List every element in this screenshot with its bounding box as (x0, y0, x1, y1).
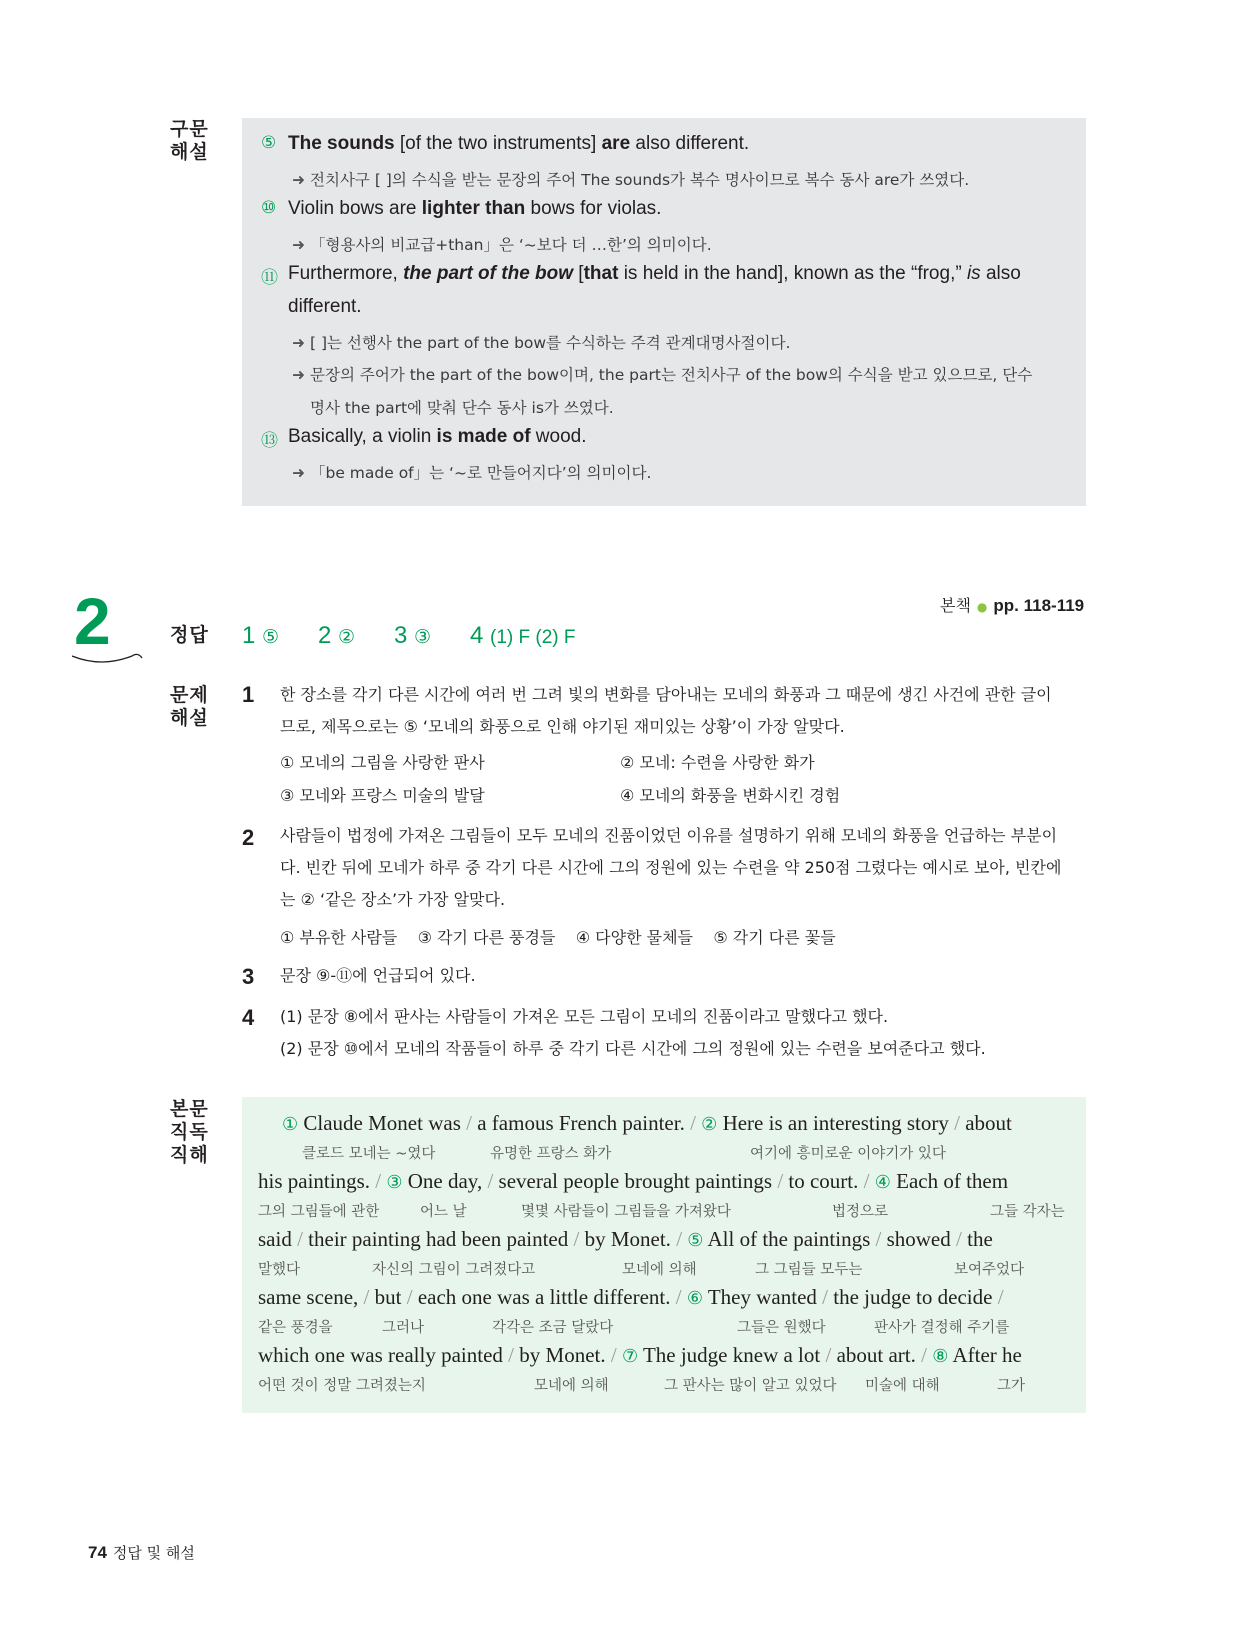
question-number: 4 (242, 1005, 255, 1030)
translation-chunk: 여기에 흥미로운 이야기가 있다 (750, 1146, 946, 1162)
chunk: about (959, 1111, 1012, 1135)
reading-line (258, 1285, 1004, 1310)
answer-number: 3 (394, 622, 408, 649)
slash: / (822, 1285, 828, 1309)
chunk: They wanted (702, 1285, 823, 1309)
chunk: a famous French painter. (471, 1111, 691, 1135)
answer-number: 4 (470, 622, 484, 649)
explanation-line: 는 ② ‘같은 장소’가 가장 알맞다. (280, 890, 506, 909)
translation-chunk: 각각은 조금 달랐다 (492, 1320, 614, 1336)
question-4-explanation (280, 1001, 986, 1065)
explain-label-2: 해설 (170, 707, 209, 729)
slash: / (508, 1343, 515, 1367)
explain-label (170, 684, 209, 730)
question-number: 2 (242, 825, 255, 850)
grammar-text: also different. (630, 133, 750, 154)
slash: / (675, 1285, 682, 1309)
grammar-note (292, 363, 1032, 385)
explanation-line: 다. 빈칸 뒤에 모네가 하루 중 각기 다른 시간에 그의 정원에 있는 수련을 약 250점 그렸다는 예시로 보아, 빈칸에 (280, 858, 1062, 877)
explanation-line: (2) 문장 ⑩에서 모네의 작품들이 하루 중 각기 다른 시간에 그의 정원에 있는 수련을 보여준다고 했다. (280, 1039, 986, 1058)
grammar-note (292, 233, 712, 255)
slash: / (997, 1285, 1004, 1309)
slash: / (676, 1227, 683, 1251)
dot-icon: ● (976, 600, 988, 614)
page-footer (88, 1542, 195, 1563)
answer-item (470, 622, 576, 650)
explain-label-1: 문제 (170, 684, 209, 706)
section-number-graphic (72, 592, 144, 676)
grammar-label-2: 해설 (170, 141, 209, 163)
answer-value: ② (338, 627, 356, 648)
chunk: One day, (402, 1169, 488, 1193)
grammar-note-text: 전치사구 [ ]의 수식을 받는 문장의 주어 The sounds가 복수 명사이므로 복수 동사 are가 쓰였다. (310, 171, 970, 189)
grammar-text: [of the two instruments] (394, 133, 602, 154)
explanation-line: 사람들이 법정에 가져온 그림들이 모두 모네의 진품이었던 이유를 설명하기 위해 모네의 화풍을 언급하는 부분이 (280, 826, 1058, 845)
sentence-number: ⑪ (261, 268, 278, 287)
chunk: to court. (783, 1169, 864, 1193)
reading-label-1: 본문 (170, 1098, 209, 1120)
chunk: the judge to decide (828, 1285, 998, 1309)
grammar-line-10 (261, 198, 662, 220)
reading-line (282, 1111, 1012, 1136)
section-number: 2 (74, 592, 111, 658)
grammar-text: different. (288, 296, 362, 317)
translation-chunk: 미술에 대해 (865, 1378, 940, 1394)
slash: / (375, 1169, 382, 1193)
chunk: said (258, 1227, 298, 1251)
slash: / (487, 1169, 494, 1193)
slash: / (466, 1111, 472, 1135)
translation-chunk: 보여주었다 (954, 1262, 1025, 1278)
grammar-bold: that (583, 263, 619, 284)
chunk: After he (948, 1343, 1022, 1367)
slash: / (363, 1285, 370, 1309)
arrow-icon: ➜ (292, 236, 305, 254)
grammar-note-text: 「형용사의 비교급+than」은 ‘~보다 더 …한’의 의미이다. (310, 236, 712, 254)
chunk: All of the paintings (703, 1227, 876, 1251)
grammar-note (292, 331, 790, 353)
grammar-label-1: 구문 (170, 118, 209, 140)
reading-translation-box (242, 1097, 1086, 1413)
grammar-text: Furthermore, (288, 263, 404, 284)
answer-item (242, 622, 279, 650)
grammar-line-11-cont (288, 296, 362, 318)
explanation-line: (1) 문장 ⑧에서 판사는 사람들이 가져온 모든 그림이 모네의 진품이라고 말했다고 했다. (280, 1007, 889, 1026)
chunk: his paintings. (258, 1169, 376, 1193)
slash: / (921, 1343, 927, 1367)
grammar-text: Basically, a violin (288, 426, 437, 447)
sentence-number: ⑤ (687, 1230, 704, 1250)
page-reference (940, 593, 1084, 616)
translation-chunk: 어느 날 (420, 1204, 467, 1220)
grammar-note (292, 168, 969, 190)
slash: / (297, 1227, 303, 1251)
explanation-line: 문장 ⑨-⑪에 언급되어 있다. (280, 966, 476, 985)
grammar-explanation-box (242, 118, 1086, 506)
grammar-note-text: [ ]는 선행사 the part of the bow를 수식하는 주격 관계대명사절이다. (310, 334, 791, 352)
grammar-bold: is made of (436, 426, 531, 447)
answer-value: ⑤ (262, 627, 280, 648)
grammar-text: also (980, 263, 1021, 284)
answer-value: (1) F (2) F (490, 627, 576, 648)
option-item: ④ 모네의 화풍을 변화시킨 경험 (620, 786, 841, 805)
grammar-text: wood. (530, 426, 587, 447)
translation-chunk: 그들은 원했다 (737, 1320, 826, 1336)
question-number: 1 (242, 682, 255, 707)
arrow-icon: ➜ (292, 464, 305, 482)
grammar-bold: are (601, 133, 631, 154)
translation-chunk: 같은 풍경을 (258, 1320, 333, 1336)
slash: / (610, 1343, 617, 1367)
translation-chunk: 몇몇 사람들이 그림들을 가져왔다 (521, 1204, 731, 1220)
sentence-number: ⑥ (686, 1288, 703, 1308)
reading-line (258, 1169, 1008, 1194)
chunk: by Monet. (514, 1343, 611, 1367)
book-label: 본책 (940, 596, 971, 615)
grammar-note-cont (310, 396, 614, 418)
reading-label-3: 직해 (170, 1144, 209, 1166)
reading-line (258, 1343, 1022, 1368)
page-number: 74 (88, 1543, 107, 1562)
footer-title: 정답 및 해설 (112, 1544, 195, 1562)
chunk: The judge knew a lot (638, 1343, 826, 1367)
chunk: their painting had been painted (302, 1227, 574, 1251)
slash: / (406, 1285, 413, 1309)
translation-chunk: 그가 (997, 1378, 1026, 1394)
grammar-label (170, 118, 209, 164)
grammar-bold: lighter than (421, 198, 526, 219)
answer-number: 2 (318, 622, 332, 649)
translation-chunk: 판사가 결정해 주기를 (874, 1320, 1010, 1336)
grammar-line-13 (261, 426, 587, 450)
reading-label (170, 1098, 209, 1167)
slash: / (956, 1227, 962, 1251)
answer-label-text: 정답 (170, 624, 209, 646)
sentence-number: ② (701, 1114, 718, 1134)
grammar-note-text: 문장의 주어가 the part of the bow이며, the part는 전치사구 of the bow의 수식을 받고 있으므로, 단수 (310, 366, 1033, 384)
translation-chunk: 어떤 것이 정말 그려졌는지 (258, 1378, 426, 1394)
translation-chunk: 유명한 프랑스 화가 (490, 1146, 612, 1162)
slash: / (690, 1111, 696, 1135)
reading-label-2: 직독 (170, 1121, 209, 1143)
chunk: same scene, (258, 1285, 364, 1309)
grammar-line-11 (261, 263, 1021, 287)
grammar-note (292, 461, 651, 483)
sentence-number: ⑤ (261, 133, 277, 152)
chunk: Here is an interesting story (717, 1111, 955, 1135)
arrow-icon: ➜ (292, 366, 305, 384)
grammar-note-text: 「be made of」는 ‘~로 만들어지다’의 의미이다. (310, 464, 652, 482)
chunk: the (961, 1227, 993, 1251)
sentence-number: ① (282, 1114, 299, 1134)
option-item: ② 모네: 수련을 사랑한 화가 (620, 753, 815, 772)
sentence-number: ⑧ (932, 1346, 949, 1366)
chunk: but (369, 1285, 407, 1309)
arrow-icon: ➜ (292, 334, 305, 352)
slash: / (954, 1111, 960, 1135)
grammar-italic: is (966, 263, 981, 284)
question-number: 3 (242, 964, 255, 989)
translation-chunk: 모네에 의해 (534, 1378, 609, 1394)
translation-chunk: 말했다 (258, 1262, 301, 1278)
translation-chunk: 그러나 (382, 1320, 425, 1336)
translation-chunk: 클로드 모네는 ~였다 (302, 1146, 436, 1162)
chunk: by Monet. (579, 1227, 677, 1251)
question-1-explanation (280, 679, 1052, 743)
grammar-bold: The sounds (288, 133, 395, 154)
slash: / (825, 1343, 832, 1367)
translation-chunk: 모네에 의해 (622, 1262, 697, 1278)
translation-chunk: 그들 각자는 (990, 1204, 1065, 1220)
question-3-explanation (280, 960, 476, 992)
grammar-note-text: 명사 the part에 맞춰 단수 동사 is가 쓰였다. (310, 399, 614, 417)
slash: / (573, 1227, 580, 1251)
question-2-explanation (280, 820, 1061, 916)
sentence-number: ⑩ (261, 198, 277, 217)
answer-number: 1 (242, 622, 256, 649)
translation-chunk: 그 그림들 모두는 (755, 1262, 863, 1278)
grammar-text: bows for violas. (525, 198, 662, 219)
slash: / (875, 1227, 882, 1251)
answer-value: ③ (414, 627, 432, 648)
option-item: ③ 모네와 프랑스 미술의 발달 (280, 786, 485, 805)
grammar-line-5 (261, 133, 750, 155)
sentence-number: ⑬ (261, 431, 278, 450)
section-number-badge (72, 592, 144, 676)
chunk: which one was really painted (258, 1343, 509, 1367)
chunk: several people brought paintings (493, 1169, 778, 1193)
chunk: about art. (831, 1343, 922, 1367)
translation-chunk: 그의 그림들에 관한 (258, 1204, 380, 1220)
explanation-line: 한 장소를 각기 다른 시간에 여러 번 그려 빛의 변화를 담아내는 모네의 화풍과 그 때문에 생긴 사건에 관한 글이 (280, 685, 1052, 704)
chunk: showed (881, 1227, 957, 1251)
option-item: ① 모네의 그림을 사랑한 판사 (280, 753, 485, 772)
answer-item (394, 622, 431, 650)
translation-chunk: 그 판사는 많이 알고 있었다 (664, 1378, 837, 1394)
sentence-number: ⑦ (621, 1346, 639, 1366)
slash: / (863, 1169, 870, 1193)
grammar-text: [ (573, 263, 584, 284)
grammar-text: Violin bows are (288, 198, 422, 219)
reading-line (258, 1227, 993, 1252)
translation-chunk: 법정으로 (832, 1204, 889, 1220)
page-range: pp. 118-119 (993, 596, 1085, 615)
grammar-bold-italic: the part of the bow (403, 263, 574, 284)
translation-chunk: 자신의 그림이 그려졌다고 (372, 1262, 536, 1278)
chunk: Claude Monet was (298, 1111, 467, 1135)
sentence-number: ④ (874, 1172, 891, 1192)
slash: / (777, 1169, 784, 1193)
chunk: each one was a little different. (412, 1285, 676, 1309)
option-list: ① 부유한 사람들 ③ 각기 다른 풍경들 ④ 다양한 물체들 ⑤ 각기 다른 꽃들 (280, 928, 836, 947)
sentence-number: ③ (386, 1172, 403, 1192)
grammar-text: is held in the hand], known as the “frog,” (618, 263, 967, 284)
arrow-icon: ➜ (292, 171, 305, 189)
explanation-line: 므로, 제목으로는 ⑤ ‘모네의 화풍으로 인해 야기된 재미있는 상황’이 가장 알맞다. (280, 717, 845, 736)
answer-label (170, 624, 209, 647)
chunk: Each of them (890, 1169, 1009, 1193)
answer-item (318, 622, 355, 650)
